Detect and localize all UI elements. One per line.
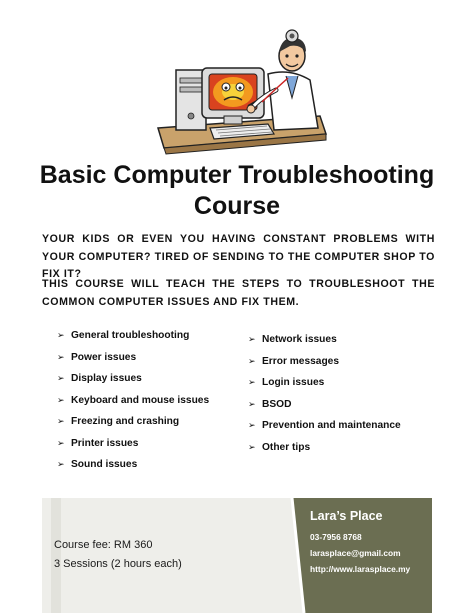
- course-sessions: 3 Sessions (2 hours each): [54, 558, 182, 570]
- list-item: ➢ Keyboard and mouse issues: [57, 395, 209, 417]
- list-item: ➢ BSOD: [248, 399, 401, 421]
- list-item: ➢ Power issues: [57, 352, 209, 374]
- title-line-1: Basic Computer Troubleshooting: [39, 161, 435, 189]
- intro-paragraph-2: THIS COURSE WILL TEACH THE STEPS TO TROUBLESHOOT THE COMMON COMPUTER ISSUES AND FIX THEM.: [42, 278, 435, 308]
- topic-list-left: [57, 330, 209, 481]
- list-item: ➢ Other tips: [248, 442, 401, 464]
- list-item: ➢ Prevention and maintenance: [248, 420, 401, 442]
- course-fee: Course fee: RM 360: [54, 539, 153, 551]
- topic-list-right: [248, 334, 401, 463]
- contact-block: [310, 507, 410, 577]
- list-item: ➢ Login issues: [248, 377, 401, 399]
- intro-paragraph-1: YOUR KIDS OR EVEN YOU HAVING CONSTANT PROBLEMS WITH YOUR COMPUTER? TIRED OF SENDING TO THE COMPUTER SHOP TO FIX IT?: [42, 233, 435, 280]
- list-item: ➢ Display issues: [57, 373, 209, 395]
- page-title: [0, 160, 474, 222]
- business-name: Lara’s Place: [310, 509, 383, 523]
- list-item: ➢ Network issues: [248, 334, 401, 356]
- list-item: ➢ Printer issues: [57, 438, 209, 460]
- list-item: ➢ Error messages: [248, 356, 401, 378]
- title-line-2: Course: [193, 192, 281, 220]
- list-item: ➢ General troubleshooting: [57, 330, 209, 352]
- email-address: larasplace@gmail.com: [310, 548, 401, 558]
- website-link[interactable]: http://www.larasplace.my: [310, 564, 411, 574]
- computer-doctor-illustration: [150, 24, 330, 160]
- course-fee-block: [54, 536, 182, 574]
- list-item: ➢ Sound issues: [57, 459, 209, 481]
- list-item: ➢ Freezing and crashing: [57, 416, 209, 438]
- phone-number: 03-7956 8768: [310, 532, 362, 542]
